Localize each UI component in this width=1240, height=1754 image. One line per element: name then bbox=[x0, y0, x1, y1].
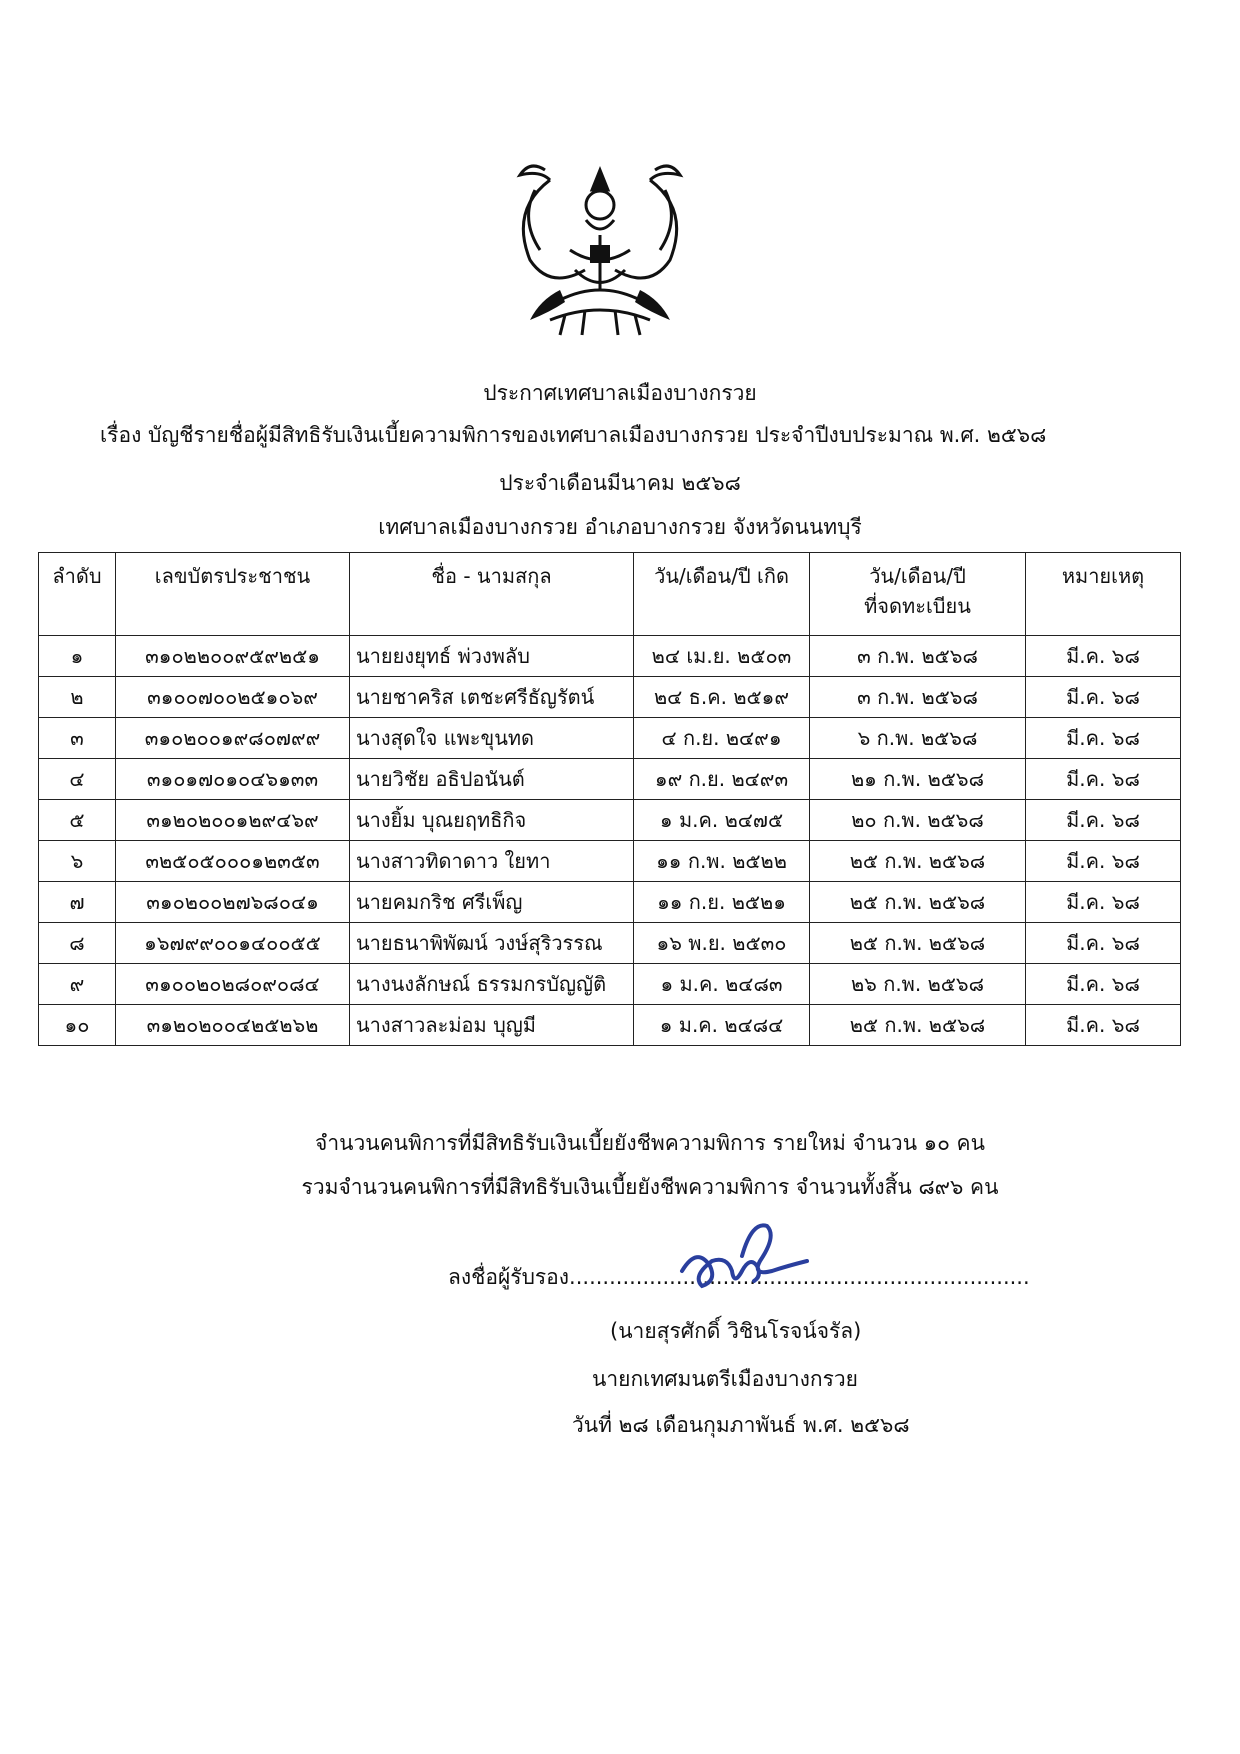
header-registered-line2: ที่จดทะเบียน bbox=[864, 594, 971, 618]
cell-id: ๓๑๐๒๐๐๑๙๘๐๗๙๙ bbox=[116, 718, 350, 759]
cell-registered: ๓ ก.พ. ๒๕๖๘ bbox=[810, 636, 1026, 677]
cell-note: มี.ค. ๖๘ bbox=[1026, 882, 1181, 923]
cell-no: ๓ bbox=[39, 718, 116, 759]
cell-note: มี.ค. ๖๘ bbox=[1026, 718, 1181, 759]
cell-no: ๕ bbox=[39, 800, 116, 841]
table-row bbox=[39, 636, 1181, 677]
table-row bbox=[39, 923, 1181, 964]
cell-dob: ๑ ม.ค. ๒๔๘๓ bbox=[634, 964, 810, 1005]
cell-name: นายยงยุทธ์ พ่วงพลับ bbox=[350, 636, 634, 677]
table-row bbox=[39, 841, 1181, 882]
cell-no: ๑๐ bbox=[39, 1005, 116, 1046]
cell-id: ๓๑๐๒๒๐๐๙๕๙๒๕๑ bbox=[116, 636, 350, 677]
cell-note: มี.ค. ๖๘ bbox=[1026, 964, 1181, 1005]
header-id: เลขบัตรประชาชน bbox=[116, 553, 350, 636]
table-row bbox=[39, 964, 1181, 1005]
header-registered bbox=[810, 553, 1026, 636]
cell-id: ๓๑๐๒๐๐๒๗๖๘๐๔๑ bbox=[116, 882, 350, 923]
table-row bbox=[39, 759, 1181, 800]
cell-dob: ๑ ม.ค. ๒๔๗๕ bbox=[634, 800, 810, 841]
cell-note: มี.ค. ๖๘ bbox=[1026, 841, 1181, 882]
cell-note: มี.ค. ๖๘ bbox=[1026, 636, 1181, 677]
table-row bbox=[39, 1005, 1181, 1046]
header-name: ชื่อ - นามสกุล bbox=[350, 553, 634, 636]
table-row bbox=[39, 800, 1181, 841]
cell-no: ๗ bbox=[39, 882, 116, 923]
cell-dob: ๑๑ ก.พ. ๒๕๒๒ bbox=[634, 841, 810, 882]
announcement-subject: เรื่อง บัญชีรายชื่อผู้มีสิทธิรับเงินเบี้ยความพิการของเทศบาลเมืองบางกรวย ประจำปีงบประมาณ พ.ศ. ๒๕๖๘ bbox=[100, 423, 1047, 447]
cell-note: มี.ค. ๖๘ bbox=[1026, 1005, 1181, 1046]
cell-registered: ๒๕ ก.พ. ๒๕๖๘ bbox=[810, 882, 1026, 923]
cell-name: นางยิ้ม บุณยฤทธิกิจ bbox=[350, 800, 634, 841]
cell-dob: ๑๙ ก.ย. ๒๔๙๓ bbox=[634, 759, 810, 800]
cell-dob: ๒๔ เม.ย. ๒๕๐๓ bbox=[634, 636, 810, 677]
cell-no: ๔ bbox=[39, 759, 116, 800]
cell-note: มี.ค. ๖๘ bbox=[1026, 677, 1181, 718]
cell-name: นางสุดใจ แพะขุนทด bbox=[350, 718, 634, 759]
cell-registered: ๒๕ ก.พ. ๒๕๖๘ bbox=[810, 1005, 1026, 1046]
beneficiary-table bbox=[38, 552, 1181, 1046]
cell-id: ๓๒๕๐๕๐๐๐๑๒๓๕๓ bbox=[116, 841, 350, 882]
cell-registered: ๒๕ ก.พ. ๒๕๖๘ bbox=[810, 923, 1026, 964]
cell-name: นางสาวละม่อม บุญมี bbox=[350, 1005, 634, 1046]
garuda-emblem-icon bbox=[490, 150, 710, 340]
signed-date: วันที่ ๒๘ เดือนกุมภาพันธ์ พ.ศ. ๒๕๖๘ bbox=[572, 1413, 910, 1437]
table-header-row bbox=[39, 553, 1181, 636]
summary-new-count: จำนวนคนพิการที่มีสิทธิรับเงินเบี้ยยังชีพความพิการ รายใหม่ จำนวน ๑๐ คน bbox=[315, 1131, 985, 1155]
cell-registered: ๖ ก.พ. ๒๕๖๘ bbox=[810, 718, 1026, 759]
cell-note: มี.ค. ๖๘ bbox=[1026, 759, 1181, 800]
cell-registered: ๒๐ ก.พ. ๒๕๖๘ bbox=[810, 800, 1026, 841]
header-no: ลำดับ bbox=[39, 553, 116, 636]
cell-dob: ๒๔ ธ.ค. ๒๕๑๙ bbox=[634, 677, 810, 718]
cell-dob: ๑ ม.ค. ๒๔๘๔ bbox=[634, 1005, 810, 1046]
header-registered-line1: วัน/เดือน/ปี bbox=[869, 564, 966, 588]
cell-no: ๖ bbox=[39, 841, 116, 882]
cell-registered: ๒๖ ก.พ. ๒๕๖๘ bbox=[810, 964, 1026, 1005]
cell-no: ๘ bbox=[39, 923, 116, 964]
cell-name: นางนงลักษณ์ ธรรมกรบัญญัติ bbox=[350, 964, 634, 1005]
cell-note: มี.ค. ๖๘ bbox=[1026, 800, 1181, 841]
cell-id: ๓๑๒๐๒๐๐๑๒๙๔๖๙ bbox=[116, 800, 350, 841]
table-row bbox=[39, 677, 1181, 718]
cell-registered: ๓ ก.พ. ๒๕๖๘ bbox=[810, 677, 1026, 718]
announcement-title: ประกาศเทศบาลเมืองบางกรวย bbox=[483, 381, 757, 405]
cell-id: ๓๑๐๑๗๐๑๐๔๖๑๓๓ bbox=[116, 759, 350, 800]
header-dob: วัน/เดือน/ปี เกิด bbox=[634, 553, 810, 636]
signature-mark-icon bbox=[672, 1216, 812, 1306]
cell-dob: ๔ ก.ย. ๒๔๙๑ bbox=[634, 718, 810, 759]
header-note: หมายเหตุ bbox=[1026, 553, 1181, 636]
cell-no: ๒ bbox=[39, 677, 116, 718]
cell-id: ๑๖๗๙๙๐๐๑๔๐๐๕๕ bbox=[116, 923, 350, 964]
cell-registered: ๒๕ ก.พ. ๒๕๖๘ bbox=[810, 841, 1026, 882]
cell-note: มี.ค. ๖๘ bbox=[1026, 923, 1181, 964]
cell-no: ๙ bbox=[39, 964, 116, 1005]
signer-name: (นายสุรศักดิ์ วิชินโรจน์จรัล) bbox=[610, 1319, 862, 1343]
cell-no: ๑ bbox=[39, 636, 116, 677]
signature-line: ลงชื่อผู้รับรอง..................................................................... bbox=[448, 1265, 1030, 1289]
table-row bbox=[39, 882, 1181, 923]
cell-dob: ๑๑ ก.ย. ๒๕๒๑ bbox=[634, 882, 810, 923]
cell-name: นางสาวทิดาดาว ใยทา bbox=[350, 841, 634, 882]
announcement-location: เทศบาลเมืองบางกรวย อำเภอบางกรวย จังหวัดนนทบุรี bbox=[378, 515, 862, 539]
cell-registered: ๒๑ ก.พ. ๒๕๖๘ bbox=[810, 759, 1026, 800]
cell-name: นายธนาพิพัฒน์ วงษ์สุริวรรณ bbox=[350, 923, 634, 964]
table-row bbox=[39, 718, 1181, 759]
cell-name: นายวิชัย อธิปอนันต์ bbox=[350, 759, 634, 800]
cell-id: ๓๑๐๐๗๐๐๒๕๑๐๖๙ bbox=[116, 677, 350, 718]
cell-dob: ๑๖ พ.ย. ๒๕๓๐ bbox=[634, 923, 810, 964]
cell-name: นายคมกริช ศรีเพ็ญ bbox=[350, 882, 634, 923]
signer-position: นายกเทศมนตรีเมืองบางกรวย bbox=[592, 1367, 858, 1391]
cell-id: ๓๑๐๐๒๐๒๘๐๙๐๘๔ bbox=[116, 964, 350, 1005]
announcement-month: ประจำเดือนมีนาคม ๒๕๖๘ bbox=[499, 471, 741, 495]
cell-id: ๓๑๒๐๒๐๐๔๒๕๒๖๒ bbox=[116, 1005, 350, 1046]
summary-total-count: รวมจำนวนคนพิการที่มีสิทธิรับเงินเบี้ยยังชีพความพิการ จำนวนทั้งสิ้น ๘๙๖ คน bbox=[301, 1175, 999, 1199]
cell-name: นายชาคริส เตชะศรีธัญรัตน์ bbox=[350, 677, 634, 718]
